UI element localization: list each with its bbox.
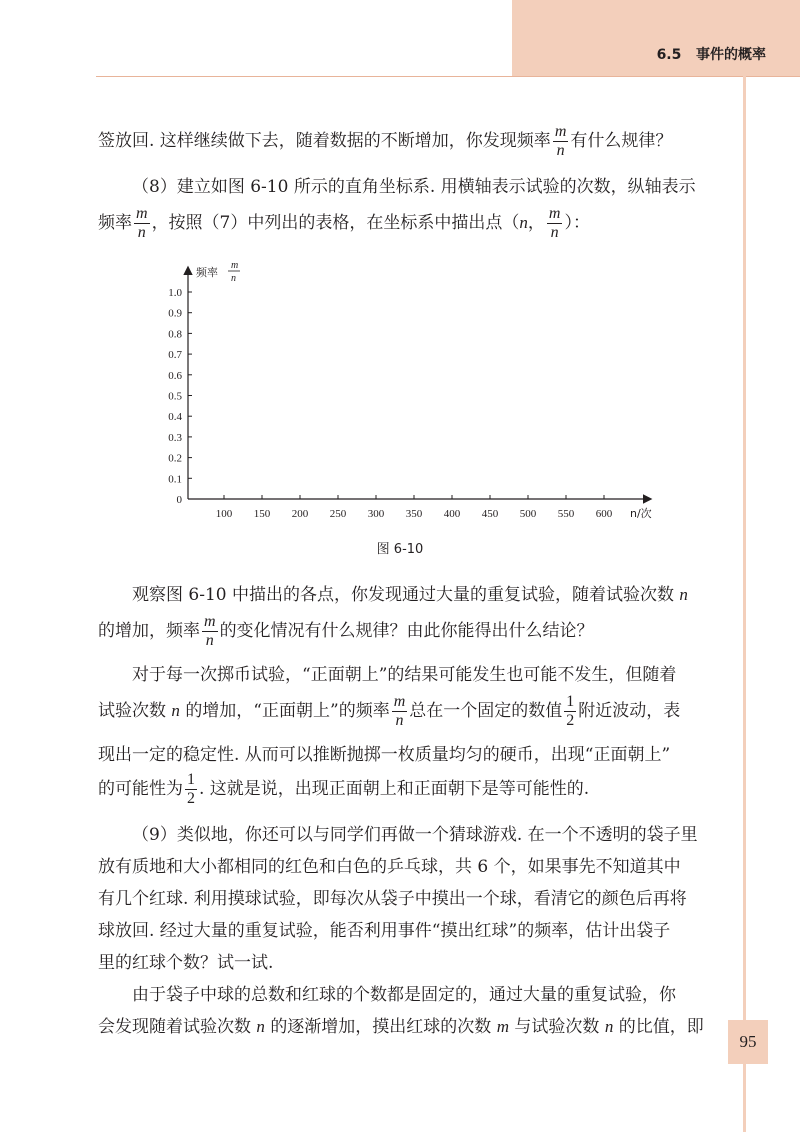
y-tick-label: 0.3	[168, 431, 182, 444]
text-line: 的增加，频率 $\frac{m}{n}$ 的变化情况有什么规律？由此你能得出什么结论？	[98, 613, 594, 649]
fraction-m-n: $\frac{m}{n}$	[136, 205, 148, 241]
y-axis-label: 频率	[196, 266, 218, 279]
y-tick-label: 0.1	[168, 473, 182, 486]
x-tick-label: 200	[291, 508, 309, 520]
text-line: 里的红球个数？试一试.	[98, 953, 274, 973]
header-rule	[96, 76, 800, 77]
text-line: 现出一定的稳定性. 从而可以推断抛掷一枚质量均匀的硬币，出现“正面朝上”	[98, 745, 671, 765]
y-label-frac-den: n	[231, 273, 236, 284]
fraction-m-n: $\frac{m}{n}$	[548, 205, 561, 241]
section-number: 6.5	[656, 47, 682, 63]
y-tick-label: 0.8	[168, 328, 182, 341]
text-line: （8）建立如图 6-10 所示的直角坐标系. 用横轴表示试验的次数，纵轴表示	[132, 177, 696, 197]
x-tick-label: 500	[519, 508, 537, 520]
y-tick-label: 0.4	[168, 411, 182, 424]
y-tick-label: 0.6	[168, 369, 182, 382]
y-tick-label: 0.5	[168, 390, 182, 403]
header-band	[512, 0, 800, 76]
fraction-m-n: $\frac{m}{n}$	[393, 693, 406, 729]
y-label-frac-num: m	[231, 260, 239, 271]
y-tick-label: 0	[176, 494, 182, 506]
x-tick-label: 250	[329, 508, 347, 520]
figure-caption: 图 6-10	[376, 542, 424, 557]
fraction-m-n: $\frac{m}{n}$	[204, 613, 216, 649]
section-title: 事件的概率	[696, 47, 766, 63]
text-line: 对于每一次掷币试验，“正面朝上”的结果可能发生也可能不发生，但随着	[132, 665, 677, 685]
x-tick-label: 400	[443, 508, 461, 520]
text-line: 放有质地和大小都相同的红色和白色的乒乓球，共 6 个，如果事先不知道其中	[98, 857, 681, 877]
text-line: 观察图 6-10 中描出的各点，你发现通过大量的重复试验，随着试验次数 n	[132, 585, 688, 605]
text-line: 试验次数 n 的增加，“正面朝上”的频率 $\frac{m}{n}$ 总在一个固定的数值 $\frac{1}{2}$ 附近波动，表	[98, 693, 681, 729]
text-line: 由于袋子中球的总数和红球的个数都是固定的，通过大量的重复试验，你	[132, 985, 676, 1005]
page-number-box	[728, 1020, 768, 1064]
text-line: 的可能性为 $\frac{1}{2}$ . 这就是说，出现正面朝上和正面朝下是等可能性的.	[98, 771, 590, 807]
side-rule	[743, 76, 746, 1132]
text-line: 有几个红球. 利用摸球试验，即每次从袋子中摸出一个球，看清它的颜色后再将	[98, 889, 687, 909]
x-tick-label: 600	[595, 508, 613, 520]
y-tick-label: 0.2	[168, 452, 182, 465]
fraction-m-n: $\frac{m}{n}$	[554, 123, 567, 159]
text-line: 会发现随着试验次数 n 的逐渐增加，摸出红球的次数 m 与试验次数 n 的比值，即	[98, 1017, 704, 1037]
chart-svg	[150, 258, 660, 530]
x-tick-label: 350	[405, 508, 423, 520]
x-tick-label: 150	[253, 508, 271, 520]
text-line: 频率 $\frac{m}{n}$ ，按照（7）中列出的表格，在坐标系中描出点（n， $\frac{m}{n}$ ）：	[98, 205, 590, 241]
y-tick-label: 0.7	[168, 349, 182, 362]
text-line: 球放回. 经过大量的重复试验，能否利用事件“摸出红球”的频率，估计出袋子	[98, 921, 671, 941]
fraction-one-half: $\frac{1}{2}$	[187, 771, 195, 807]
x-tick-label: 300	[367, 508, 385, 520]
fraction-one-half: $\frac{1}{2}$	[566, 693, 575, 729]
frequency-chart	[150, 258, 660, 530]
x-tick-label: 550	[557, 508, 575, 520]
text-line: （9）类似地，你还可以与同学们再做一个猜球游戏. 在一个不透明的袋子里	[132, 825, 698, 845]
y-tick-label: 0.9	[168, 307, 182, 320]
text-line: 签放回. 这样继续做下去，随着数据的不断增加，你发现频率 $\frac{m}{n}$ 有什么规律？	[98, 123, 673, 159]
section-header	[657, 44, 766, 64]
y-tick-label: 1.0	[168, 287, 182, 299]
x-tick-label: 100	[215, 508, 233, 520]
x-axis-label: n/次	[630, 507, 652, 520]
x-tick-label: 450	[481, 508, 499, 520]
page-number: 95	[739, 1032, 757, 1051]
